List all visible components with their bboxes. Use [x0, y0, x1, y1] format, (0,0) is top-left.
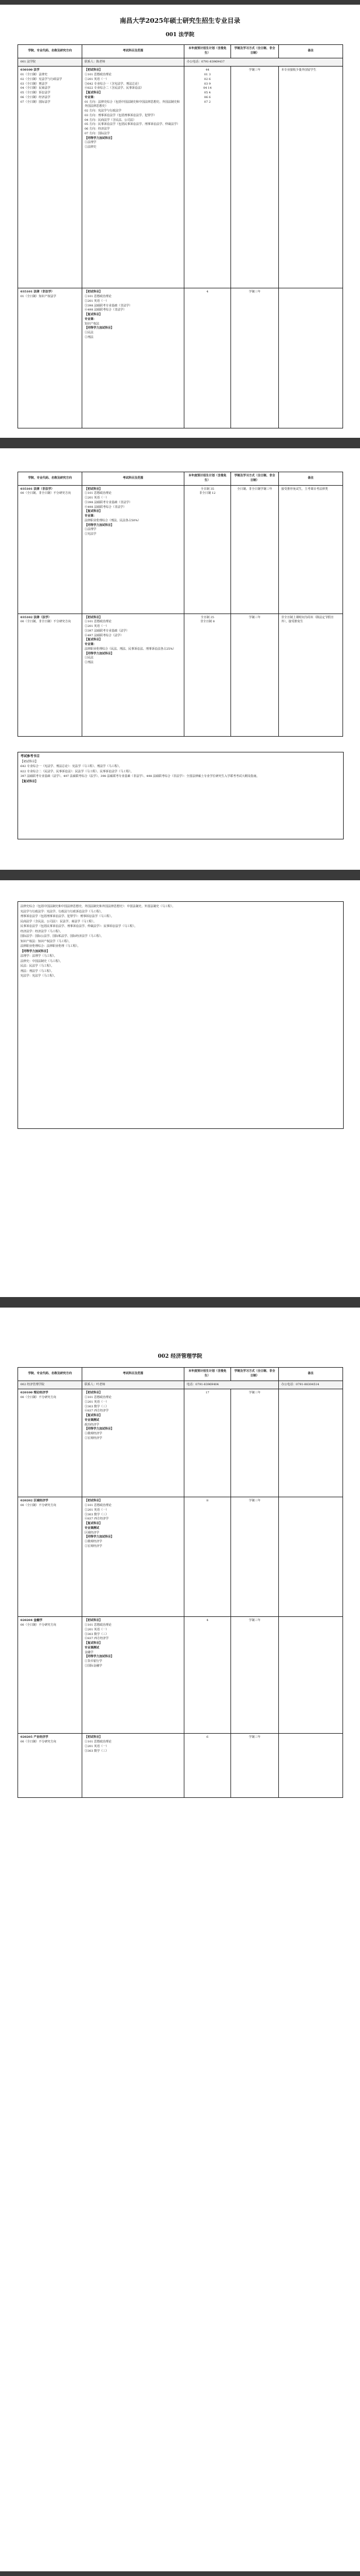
major-cell: 035101 法律（非法学） 00（全日制、非全日制）不分研究方向	[18, 485, 82, 614]
major-code: 030100 法学	[20, 68, 40, 72]
header-col-major: 学院、专业代码、名称及研究方向	[18, 472, 82, 486]
major-row	[18, 1617, 343, 1734]
remark-cell: 非全日制上课时间为周末（除法定节假日外），接受推免生	[279, 614, 343, 736]
study-cell: 学制三年	[231, 1617, 279, 1734]
remark-cell	[279, 1734, 343, 1798]
major-row	[18, 288, 343, 428]
direction: 07（全日制）国际法学	[20, 100, 51, 104]
header-row	[18, 472, 343, 486]
direction: 02（全日制）宪法学与行政法学	[20, 77, 62, 81]
remark-cell: 接受推荐免试生，主考课目考法律类	[279, 485, 343, 614]
plan-cell: 17	[184, 1389, 231, 1497]
document-title: 南昌大学2025年硕士研究生招生专业目录	[120, 17, 240, 25]
major-row	[18, 614, 343, 736]
major-row	[18, 67, 343, 288]
exam-cell: 【初试科目】 ①101 思想政治理论 ②201 英语（一） ③397 法硕联考专业基础（法学） ④497 法硕联考综合（法学） 【复试科目】 专业课： 法律职业伦理综合（民法、刑法、民事诉讼法、刑事诉讼法各占25%） 【同等学力加试科目】 ①民法 ②刑法	[82, 614, 184, 736]
major-row	[18, 1734, 343, 1798]
major-code: 035101 法律（非法学）	[20, 290, 54, 294]
study-cell: 学制三年	[231, 614, 279, 736]
exam-cell: 【初试科目】 ①101 思想政治理论 ②201 英语（一） ③303 数学（三） ④837 西方经济学 【复试科目】 专业课测试 区域经济学 【同等学力加试科目】 ①微观经济学 ②宏观经济学	[82, 1497, 184, 1617]
plan-cell: 全日制 25 非全日制 8	[184, 614, 231, 736]
page-3	[0, 880, 360, 1297]
college-office-phone: 办公电话：0791-88304514	[279, 1381, 343, 1389]
header-col-exam: 考试科目及范围	[82, 45, 184, 58]
study-cell: 学制三年	[231, 1389, 279, 1497]
college-code: 001 法学院	[18, 58, 82, 67]
major-cell: 020100 理论经济学 00（全日制）不分研究方向	[18, 1389, 82, 1497]
exam-cell: 【初试科目】 ①101 思想政治理论 ②201 英语（一） ③303 数学（三）	[82, 1734, 184, 1798]
header-col-plan: 本年度预计招生计划（含推免生）	[184, 1368, 231, 1381]
college-info-row	[18, 58, 343, 67]
major-cell: 020205 产业经济学 00（全日制）不分研究方向	[18, 1734, 82, 1798]
remark-cell	[279, 1497, 343, 1617]
page-1	[0, 5, 360, 438]
header-col-plan: 本年度预计招生计划（含推免生）	[184, 45, 231, 58]
major-cell: 020202 区域经济学 00（全日制）不分研究方向	[18, 1497, 82, 1617]
plan-cell: 6	[184, 1734, 231, 1798]
study-cell: 学制三年	[231, 67, 279, 288]
exam-cell: 【初试科目】 ①101 思想政治理论 ②201 英语（一） ③398 法硕联考专业基础（非法学） ④498 法硕联考综合（非法学） 【复试科目】 专业课： 知识产权法 【同等学力加试科目】 ①民法 ②刑法	[82, 288, 184, 428]
page-2	[0, 448, 360, 870]
remark-cell	[279, 288, 343, 428]
major-cell: 020204 金融学 00（全日制）不分研究方向	[18, 1617, 82, 1734]
header-row	[18, 1368, 343, 1381]
catalog-table	[18, 1367, 343, 1798]
direction: 04（全日制）民商法学	[20, 86, 51, 90]
page-gap	[0, 438, 360, 448]
major-row	[18, 1389, 343, 1497]
reference-books-title: 考试参考书目	[20, 755, 40, 758]
remark-cell: 本专业接收少量外国留学生	[279, 67, 343, 288]
header-col-remark: 备注	[279, 45, 343, 58]
study-cell: 全日制、非全日制学制三年	[231, 485, 279, 614]
header-col-plan: 本年度预计招生计划（含推免生）	[184, 472, 231, 486]
plan-cell: 8	[184, 1497, 231, 1617]
college-title: 001 法学院	[166, 32, 194, 38]
header-col-study: 学制及学习方式（全日制、非全日制）	[231, 472, 279, 486]
header-col-study: 学制及学习方式（全日制、非全日制）	[231, 45, 279, 58]
remark-cell	[279, 1389, 343, 1497]
header-col-major: 学院、专业代码、名称及研究方向	[18, 45, 82, 58]
exam-cell: 【初试科目】 ①101 思想政治理论 ②201 英语（一） ③303 数学（三） ④837 西方经济学 【复试科目】 专业课测试 金融学 【同等学力加试科目】 ①货币银行学 ②国际金融学	[82, 1617, 184, 1734]
plan-cell: 44 01 3 02 6 03 9 04 14 05 4 06 6 07 2	[184, 67, 231, 288]
catalog-table	[18, 44, 343, 428]
direction: 06（全日制）经济法学	[20, 95, 51, 99]
major-cell	[18, 288, 82, 428]
page-gap	[0, 870, 360, 880]
direction: 03（全日制）刑法学	[20, 82, 48, 86]
study-cell: 学制三年	[231, 1497, 279, 1617]
college-phone: 电话：0791-83969404	[184, 1381, 279, 1389]
page-gap	[0, 1297, 360, 1308]
direction: 05（全日制）诉讼法学	[20, 91, 51, 95]
catalog-table	[18, 472, 343, 737]
major-row	[18, 485, 343, 614]
header-col-exam: 考试科目及范围	[82, 1368, 184, 1381]
reference-books-part1: 考试参考书目 【初试科目】 642 专业综合一（宪法学、刑法总论）：宪法学（马工程）、刑法学（马工程）。 822 专业综合二（民法学、民事诉讼法）：民法学（马工程）、民事诉讼法学（马工程）。 397 法硕联考专业基础（法学）、497 法硕联考综合（法学）、398 法硕联考专业基础（非法学）、498 法硕联考综合（非法学）：全国法律硕士专业学位研究生入学联考考试大纲及指南。 【复试科目】	[18, 752, 344, 839]
page-gap	[0, 2571, 360, 2576]
page-gap	[0, 0, 360, 5]
major-cell	[18, 67, 82, 288]
header-col-exam: 考试科目及范围	[82, 472, 184, 486]
header-col-study: 学制及学习方式（全日制、非全日制）	[231, 1368, 279, 1381]
exam-cell: 【初试科目】 ①101 思想政治理论 ②201 英语（一） ③398 法硕联考专业基础（非法学） ④498 法硕联考综合（非法学） 【复试科目】 专业课： 法律职业伦理综合（刑法、民法各占50%） 【同等学力加试科目】 ①法理学 ②宪法学	[82, 485, 184, 614]
direction: 01（全日制）知识产权法学	[20, 295, 57, 298]
header-col-remark: 备注	[279, 1368, 343, 1381]
college-phone: 办公电话：0791-83969437	[184, 58, 343, 67]
page-4	[0, 1308, 360, 2571]
remark-cell	[279, 1617, 343, 1734]
plan-cell: 4	[184, 288, 231, 428]
college-info-row	[18, 1381, 343, 1389]
college-title: 002 经济管理学院	[158, 1354, 202, 1360]
study-cell: 学制三年	[231, 1734, 279, 1798]
college-contact: 联系人：叶老师	[82, 1381, 184, 1389]
reference-books-part2: 法律史综合（包括中国法制史和中国法律思想史、外国法制史和外国法律思想史）：中国法制史、外国法制史（马工程）。 宪法学与行政法学：宪法学、行政法与行政诉讼法学（马工程）。 刑事诉讼法学（包括刑事诉讼法学、犯罪学）：刑事诉讼法学（马工程）。 民商法学（含民法、公司法）：民法学、商法学（马工程）。 民事诉讼法学（包括民事诉讼法学、刑事诉讼法学、仲裁法学）：民事诉讼法学（马工程）。 经济法学：经济法学（马工程）。 国际法学：国际公法学、国际私法学、国际经济法学（马工程）。 知识产权法：知识产权法学（马工程）。 法律职业伦理综合：法律职业伦理（马工程）。 【同等学力加试科目】 法理学：法理学（马工程）。 法律史：中国法制史（马工程）。 民法：民法学（马工程）。 刑法：刑法学（马工程）。 宪法学：宪法学（马工程）。	[18, 901, 344, 1129]
college-contact: 联系人：陈老师	[82, 58, 184, 67]
study-cell: 学制三年	[231, 288, 279, 428]
header-row	[18, 45, 343, 58]
major-cell: 035102 法律（法学） 00（全日制、非全日制）不分研究方向	[18, 614, 82, 736]
college-code: 002 经济管理学院	[18, 1381, 82, 1389]
major-row	[18, 1497, 343, 1617]
exam-cell: 【初试科目】 ①101 思想政治理论 ②201 英语（一） ③642 专业综合一（含宪法学、刑法总论） ④822 专业综合二（含民法学、民事诉讼法） 【复试科目】 专业课： 01 方向：法律史综合（包括中国法制史和中国法律思想史、外国法制史和外国法律思想史） 02 方向：宪法学与行政法学 03 方向：刑事诉讼法学（包括刑事诉讼法学、犯罪学） 04 方向：民商法学（含民法、公司法） 05 方向：民事诉讼法学（包括民事诉讼法学、刑事诉讼法学、仲裁法学） 06 方向：经济法学 07 方向：国际法学 【同等学力加试科目】 ①法理学 ②法律史	[82, 67, 184, 288]
header-col-major: 学院、专业代码、名称及研究方向	[18, 1368, 82, 1381]
header-col-remark: 备注	[279, 472, 343, 486]
plan-cell: 4	[184, 1617, 231, 1734]
exam-cell: 【初试科目】 ①101 思想政治理论 ②201 英语（一） ③303 数学（三） ④837 西方经济学 【复试科目】 专业课测试 政治经济学 【同等学力加试科目】 ①微观经济学 ②宏观经济学	[82, 1389, 184, 1497]
direction: 01（全日制）法律史	[20, 73, 48, 76]
plan-cell: 全日制 35 非全日制 12	[184, 485, 231, 614]
